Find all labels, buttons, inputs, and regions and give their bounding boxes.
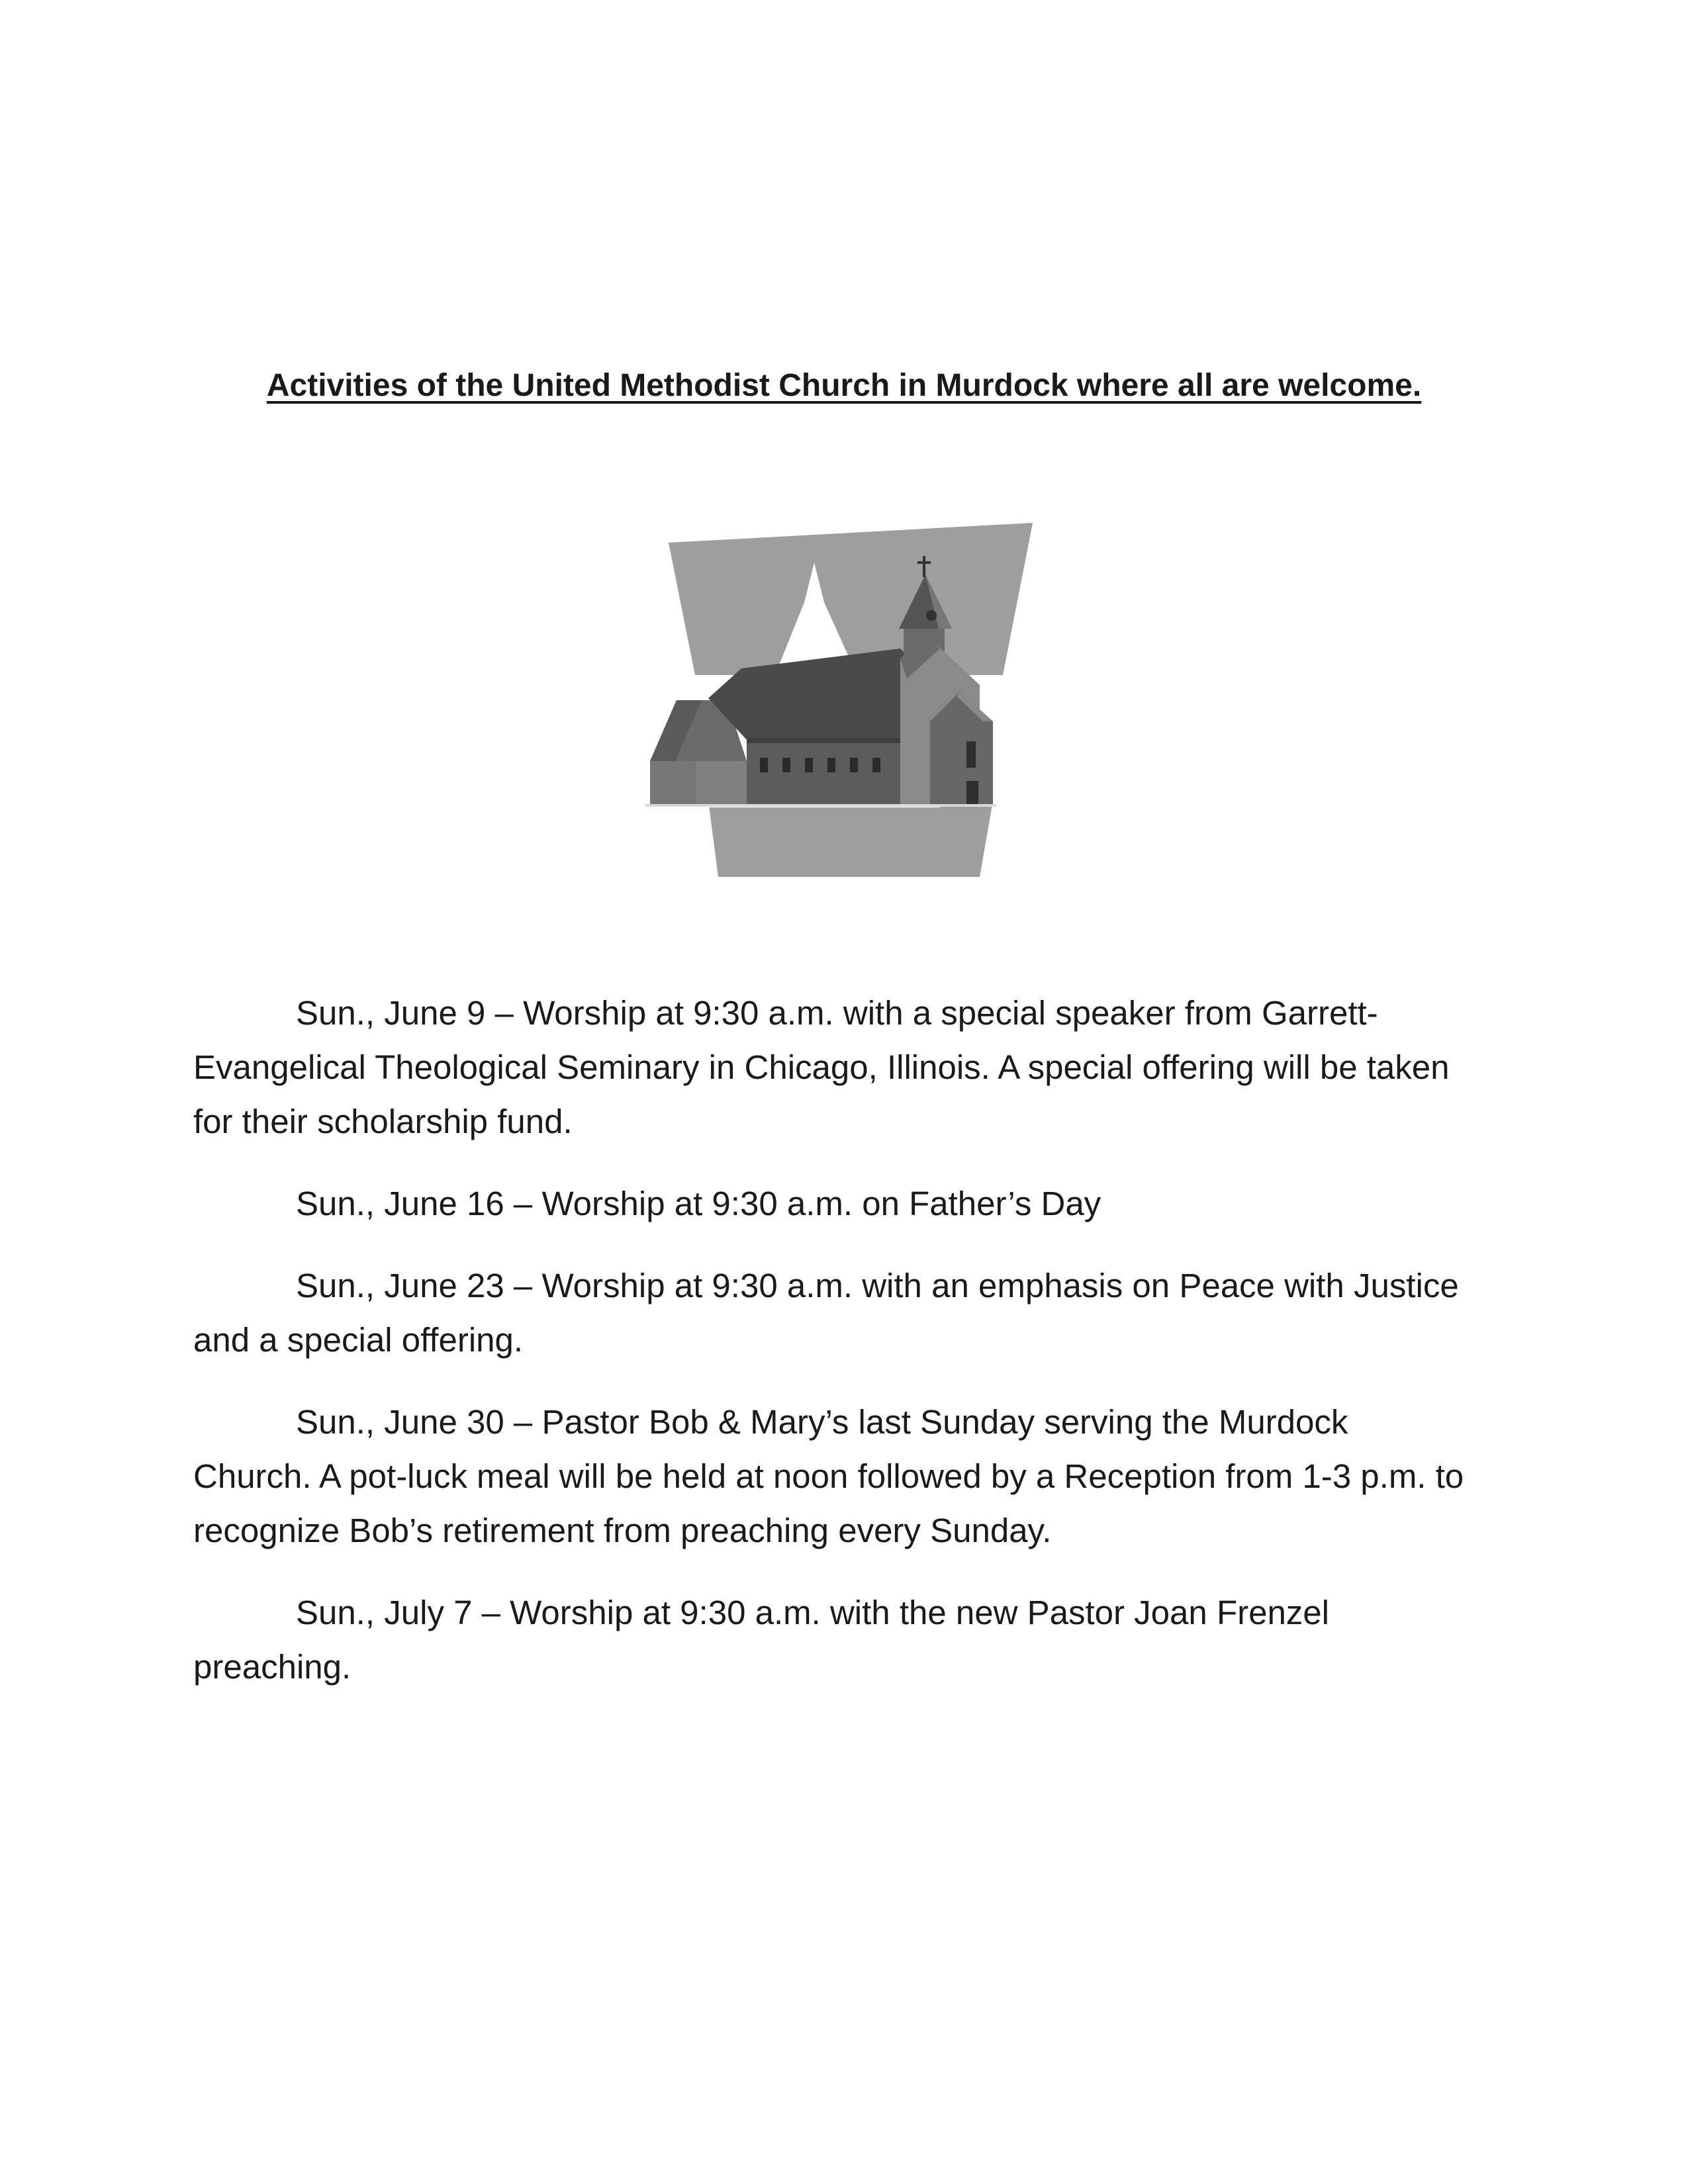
event-item: Sun., July 7 – Worship at 9:30 a.m. with the new Pastor Joan Frenzel preaching. xyxy=(193,1594,1330,1686)
church-icon xyxy=(635,523,1046,880)
event-list xyxy=(193,986,1464,1722)
event-item: Sun., June 16 – Worship at 9:30 a.m. on Father’s Day xyxy=(296,1185,1102,1222)
event-item: Sun., June 23 – Worship at 9:30 a.m. with an emphasis on Peace with Justice and a special offering. xyxy=(193,1267,1459,1359)
event-item: Sun., June 30 – Pastor Bob & Mary’s last Sunday serving the Murdock Church. A pot-luck meal will be held at noon followed by a Reception from 1-3 p.m. to recognize Bob’s retirement from preaching every Sunday. xyxy=(193,1403,1464,1549)
page-title: Activities of the United Methodist Church in Murdock where all are welcome. xyxy=(266,368,1422,403)
event-item: Sun., June 9 – Worship at 9:30 a.m. with a special speaker from Garrett-Evangelical Theological Seminary in Chicago, Illinois. A special offering will be taken for their scholarship fund. xyxy=(193,994,1450,1140)
